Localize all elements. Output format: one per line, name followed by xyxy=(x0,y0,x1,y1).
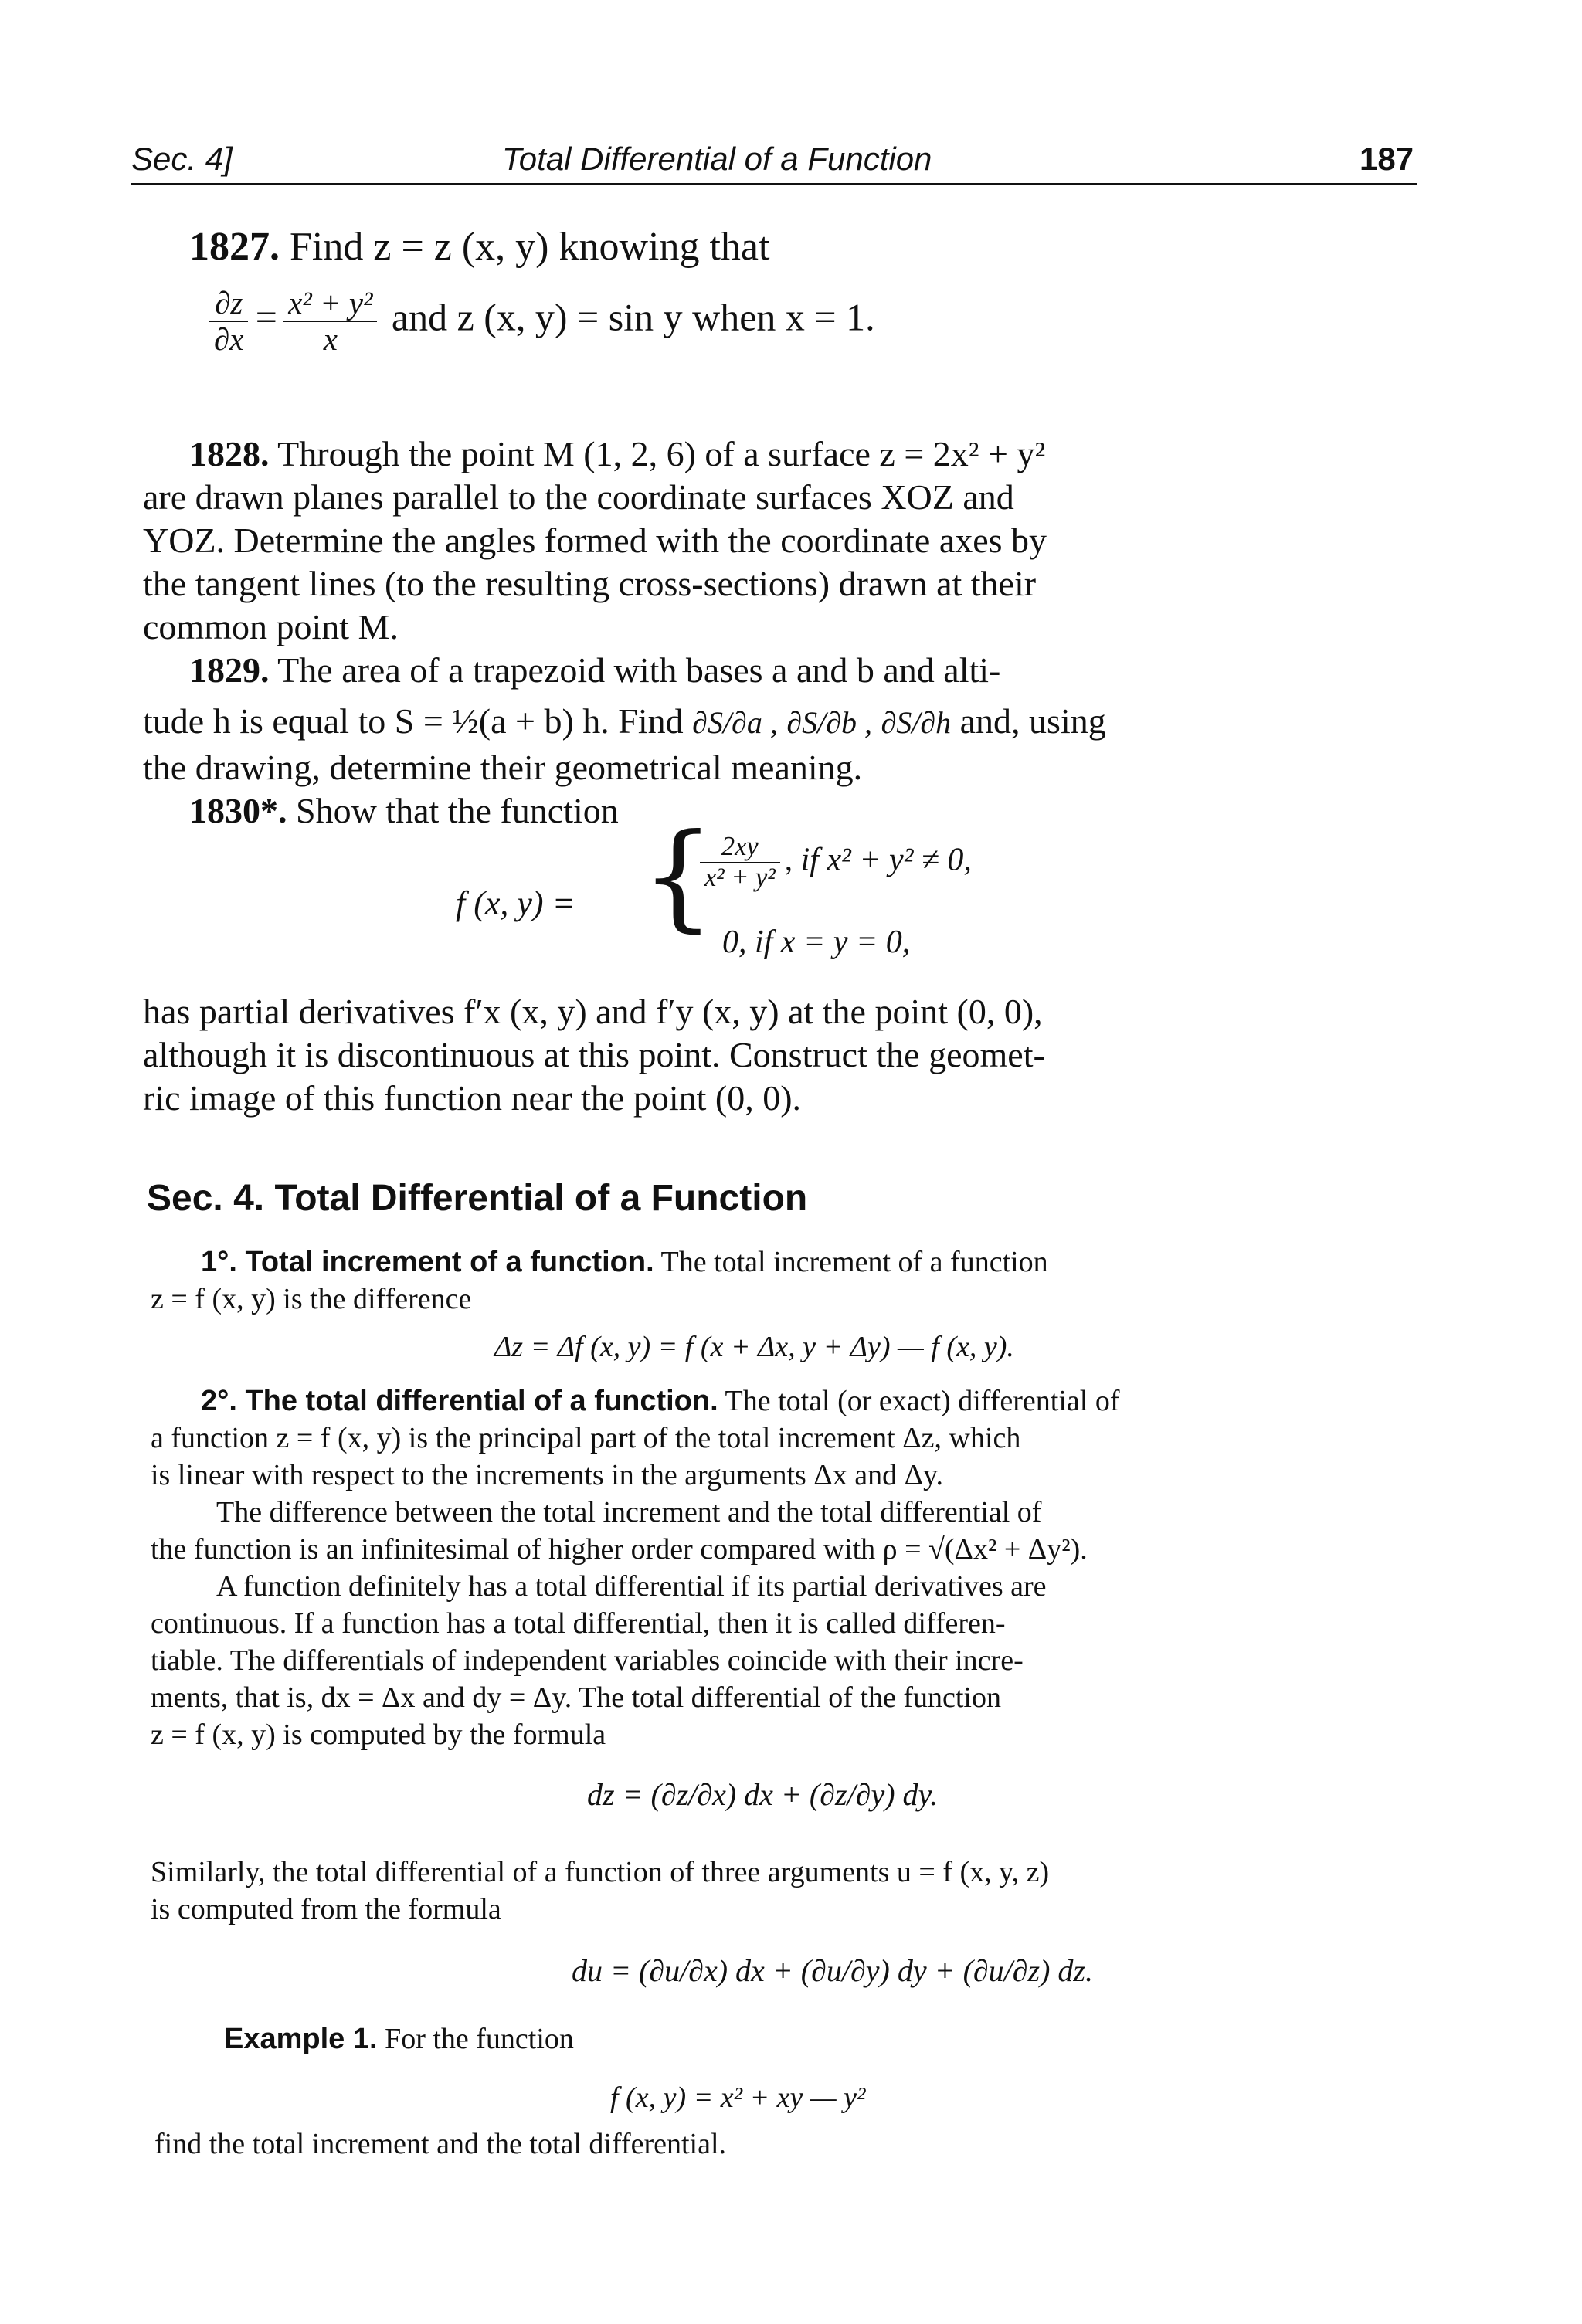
problem-text: Show that the function xyxy=(296,791,619,830)
item1-text: The total increment of a function xyxy=(660,1246,1048,1278)
problem-text: tude h is equal to S = ½(a + b) h. Find xyxy=(143,701,684,741)
problem-1828-line4: the tangent lines (to the resulting cross-sections) drawn at their xyxy=(143,564,1037,603)
problem-1827-equation: $\frac{\partial z}{\partial x}$ = $\frac{\text{x² + y²}}{x}$ and z (x, y) = sin y when x = 1. xyxy=(205,286,875,357)
item1-label: 1°. Total increment of a function. xyxy=(201,1246,654,1278)
example-label: Example 1. xyxy=(224,2023,378,2055)
fraction: $\frac{\text{x² + y²}}{x}$ xyxy=(283,286,377,357)
para2-line1: The difference between the total increment and the total differential of xyxy=(216,1496,1042,1528)
partial-1: ∂S/∂a , xyxy=(692,705,778,740)
total-differential-formula: dz = (∂z/∂x) dx + (∂z/∂y) dy. xyxy=(587,1777,939,1812)
item1-line2: z = f (x, y) is the difference xyxy=(151,1283,472,1315)
example-line xyxy=(224,2020,574,2058)
piecewise-case1 xyxy=(695,833,972,893)
header-section: Sec. 4] xyxy=(131,141,233,177)
problem-1828-line5: common point M. xyxy=(143,607,399,646)
partial-2: ∂S/∂b , xyxy=(786,705,872,740)
left-brace: { xyxy=(641,809,715,944)
example-text: For the function xyxy=(385,2023,574,2055)
problem-1828-line2: are drawn planes parallel to the coordinate surfaces XOZ and xyxy=(143,477,1014,517)
problem-1828-line1 xyxy=(189,433,1045,476)
item2-label: 2°. The total differential of a function. xyxy=(201,1385,718,1417)
item1-line1 xyxy=(201,1243,1048,1281)
problem-1830-line2: has partial derivatives f′x (x, y) and f′y (x, y) at the point (0, 0), xyxy=(143,992,1043,1031)
item2-text: The total (or exact) differential of xyxy=(725,1385,1120,1417)
example-last-line: find the total increment and the total differential. xyxy=(154,2128,727,2160)
para4-line1: Similarly, the total differential of a function of three arguments u = f (x, y, z) xyxy=(151,1856,1050,1888)
problem-1830-line1 xyxy=(189,789,619,833)
problem-text: Find z = z (x, y) knowing that xyxy=(290,225,770,269)
para3-line1: A function definitely has a total differential if its partial derivatives are xyxy=(216,1570,1047,1603)
problem-label: 1827. xyxy=(189,225,280,269)
item2-line1 xyxy=(201,1383,1120,1420)
page-number: 187 xyxy=(1360,141,1414,177)
fraction: $\frac{2xy}{\text{x² + y²}}$ xyxy=(700,833,780,893)
para3-line4: ments, that is, dx = Δx and dy = Δy. The total differential of the function xyxy=(151,1681,1001,1714)
problem-1829-line3: the drawing, determine their geometrical meaning. xyxy=(143,748,863,787)
para3-line5: z = f (x, y) is computed by the formula xyxy=(151,1718,606,1751)
problem-text: Through the point M (1, 2, 6) of a surface z = 2x² + y² xyxy=(277,434,1046,473)
total-increment-formula: Δz = Δf (x, y) = f (x + Δx, y + Δy) — f (x, y). xyxy=(494,1331,1014,1363)
case1-condition: , if x² + y² ≠ 0, xyxy=(784,842,972,878)
example-formula: f (x, y) = x² + xy — y² xyxy=(610,2081,866,2114)
para3-line2: continuous. If a function has a total differential, then it is called differen- xyxy=(151,1607,1006,1640)
problem-1830-line4: ric image of this function near the point (0, 0). xyxy=(143,1078,802,1118)
equation-text: and z (x, y) = sin y when x = 1. xyxy=(391,295,875,339)
problem-1830-line3: although it is discontinuous at this point. Construct the geomet- xyxy=(143,1035,1045,1074)
para3-line3: tiable. The differentials of independent variables coincide with their incre- xyxy=(151,1644,1024,1677)
problem-1828-line3: YOZ. Determine the angles formed with the coordinate axes by xyxy=(143,521,1047,560)
para4-line2: is computed from the formula xyxy=(151,1893,501,1925)
section-title: Sec. 4. Total Differential of a Function xyxy=(147,1178,808,1219)
problem-label: 1829. xyxy=(189,650,270,690)
problem-1829-line1 xyxy=(189,649,1000,692)
problem-label: 1828. xyxy=(189,434,270,473)
item2-line3: is linear with respect to the increments in the arguments Δx and Δy. xyxy=(151,1459,944,1491)
fraction: $\frac{\partial z}{\partial x}$ xyxy=(209,286,248,357)
problem-label: 1830*. xyxy=(189,791,287,830)
header-title: Total Differential of a Function xyxy=(502,141,932,177)
item2-line2: a function z = f (x, y) is the principal part of the total increment Δz, which xyxy=(151,1422,1021,1454)
header-rule xyxy=(131,183,1417,185)
problem-1829-line2 xyxy=(143,700,1106,745)
piecewise-case2: 0, if x = y = 0, xyxy=(722,925,911,960)
problem-text: and, using xyxy=(959,701,1106,741)
piecewise-lhs: f (x, y) = xyxy=(456,884,575,922)
partial-3: ∂S/∂h xyxy=(881,705,952,740)
problem-1827 xyxy=(189,226,769,269)
three-variable-formula: du = (∂u/∂x) dx + (∂u/∂y) dy + (∂u/∂z) dz. xyxy=(572,1953,1093,1988)
para2-line2: the function is an infinitesimal of higher order compared with ρ = √(Δx² + Δy²). xyxy=(151,1533,1088,1566)
problem-text: The area of a trapezoid with bases a and b and alti- xyxy=(277,650,1001,690)
